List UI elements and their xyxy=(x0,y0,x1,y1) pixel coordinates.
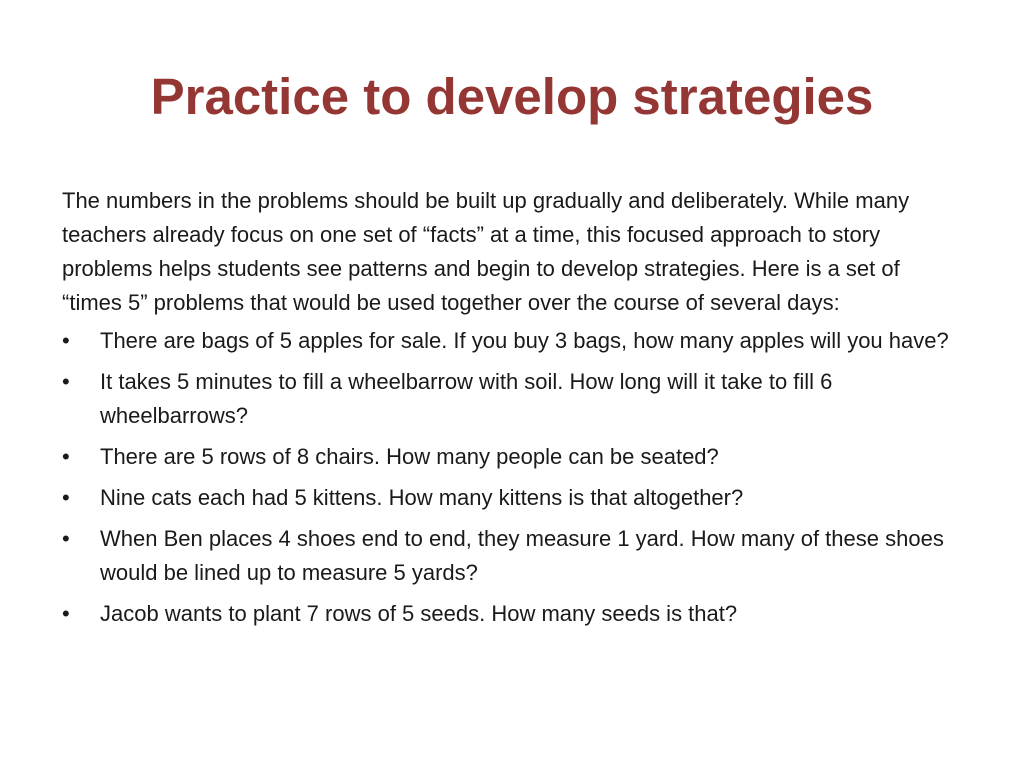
problem-text: There are 5 rows of 8 chairs. How many people can be seated? xyxy=(100,444,719,469)
bullet-icon: • xyxy=(62,369,70,394)
problem-list xyxy=(62,324,962,631)
slide-title: Practice to develop strategies xyxy=(150,68,874,125)
problem-item xyxy=(62,597,962,631)
bullet-icon: • xyxy=(62,485,70,510)
bullet-icon: • xyxy=(62,444,70,469)
problem-text: When Ben places 4 shoes end to end, they measure 1 yard. How many of these shoes would be lined up to measure 5 yards? xyxy=(100,526,944,585)
problem-text: Nine cats each had 5 kittens. How many kittens is that altogether? xyxy=(100,485,744,510)
problem-item xyxy=(62,324,962,358)
slide-content xyxy=(62,184,962,638)
bullet-icon: • xyxy=(62,526,70,551)
problem-text: Jacob wants to plant 7 rows of 5 seeds. How many seeds is that? xyxy=(100,601,738,626)
bullet-icon: • xyxy=(62,601,70,626)
problem-item xyxy=(62,440,962,474)
problem-item xyxy=(62,481,962,515)
problem-item xyxy=(62,365,962,433)
bullet-icon: • xyxy=(62,328,70,353)
problem-item xyxy=(62,522,962,590)
problem-text: It takes 5 minutes to fill a wheelbarrow with soil. How long will it take to fill 6 wheelbarrows? xyxy=(100,369,833,428)
problem-text: There are bags of 5 apples for sale. If you buy 3 bags, how many apples will you have? xyxy=(100,328,949,353)
intro-paragraph: The numbers in the problems should be built up gradually and deliberately. While many teachers already focus on one set of “facts” at a time, this focused approach to story problems helps students see patterns and begin to develop strategies. Here is a set of “times 5” problems that would be used together over the course of several days: xyxy=(62,188,910,315)
